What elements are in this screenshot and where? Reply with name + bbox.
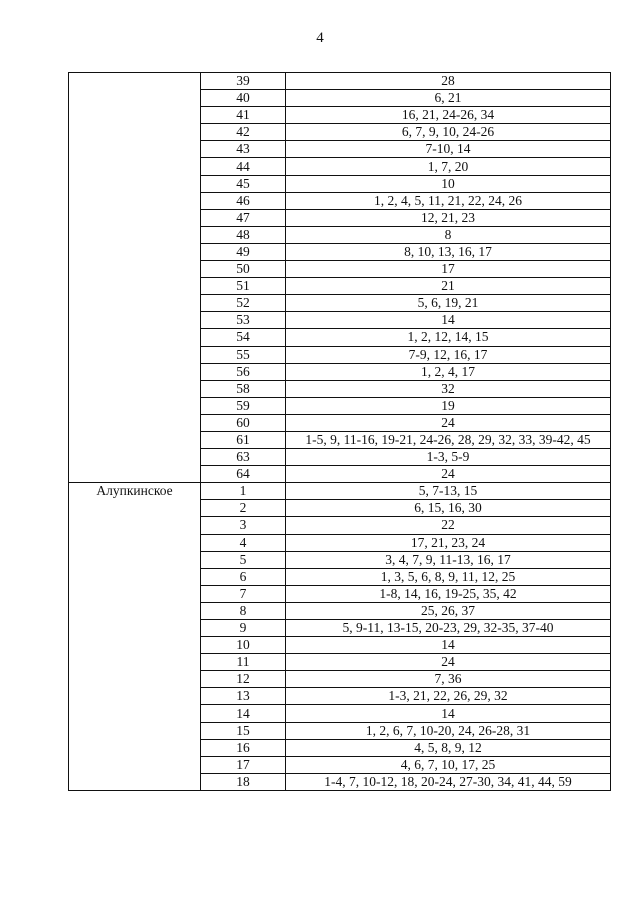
quarter-number-cell: 18 xyxy=(201,773,286,790)
quarter-number-cell: 1 xyxy=(201,483,286,500)
plots-list-cell: 12, 21, 23 xyxy=(286,209,611,226)
quarter-number-cell: 60 xyxy=(201,414,286,431)
plots-list-cell: 1-3, 21, 22, 26, 29, 32 xyxy=(286,688,611,705)
quarter-number-cell: 58 xyxy=(201,380,286,397)
plots-list-cell: 14 xyxy=(286,312,611,329)
plots-list-cell: 7-9, 12, 16, 17 xyxy=(286,346,611,363)
quarter-number-cell: 39 xyxy=(201,73,286,90)
quarter-number-cell: 44 xyxy=(201,158,286,175)
quarter-number-cell: 45 xyxy=(201,175,286,192)
quarter-number-cell: 8 xyxy=(201,602,286,619)
plots-list-cell: 1-3, 5-9 xyxy=(286,449,611,466)
quarter-number-cell: 6 xyxy=(201,568,286,585)
quarter-number-cell: 54 xyxy=(201,329,286,346)
plots-list-cell: 8, 10, 13, 16, 17 xyxy=(286,243,611,260)
quarter-number-cell: 56 xyxy=(201,363,286,380)
quarter-number-cell: 64 xyxy=(201,466,286,483)
plots-list-cell: 1-4, 7, 10-12, 18, 20-24, 27-30, 34, 41, 44, 59 xyxy=(286,773,611,790)
quarter-number-cell: 55 xyxy=(201,346,286,363)
plots-list-cell: 21 xyxy=(286,278,611,295)
district-name: Алупкинское xyxy=(96,483,173,499)
quarter-number-cell: 13 xyxy=(201,688,286,705)
quarter-number-cell: 11 xyxy=(201,654,286,671)
plots-list-cell: 25, 26, 37 xyxy=(286,602,611,619)
quarter-number-cell: 42 xyxy=(201,124,286,141)
plots-list-cell: 6, 15, 16, 30 xyxy=(286,500,611,517)
page-number: 4 xyxy=(316,30,324,46)
plots-list-cell: 1, 3, 5, 6, 8, 9, 11, 12, 25 xyxy=(286,568,611,585)
plots-list-cell: 4, 5, 8, 9, 12 xyxy=(286,739,611,756)
plots-list-cell: 32 xyxy=(286,380,611,397)
quarter-number-cell: 61 xyxy=(201,431,286,448)
district-cell xyxy=(69,73,201,483)
plots-list-cell: 10 xyxy=(286,175,611,192)
plots-list-cell: 1, 2, 12, 14, 15 xyxy=(286,329,611,346)
quarter-number-cell: 3 xyxy=(201,517,286,534)
quarter-number-cell: 63 xyxy=(201,449,286,466)
quarter-number-cell: 41 xyxy=(201,107,286,124)
plots-list-cell: 1-5, 9, 11-16, 19-21, 24-26, 28, 29, 32, 33, 39-42, 45 xyxy=(286,431,611,448)
quarter-number-cell: 14 xyxy=(201,705,286,722)
quarter-number-cell: 47 xyxy=(201,209,286,226)
quarter-number-cell: 2 xyxy=(201,500,286,517)
quarter-number-cell: 51 xyxy=(201,278,286,295)
table-body xyxy=(69,73,611,791)
plots-list-cell: 7-10, 14 xyxy=(286,141,611,158)
quarter-number-cell: 17 xyxy=(201,756,286,773)
plots-list-cell: 17, 21, 23, 24 xyxy=(286,534,611,551)
plots-list-cell: 5, 9-11, 13-15, 20-23, 29, 32-35, 37-40 xyxy=(286,620,611,637)
quarter-number-cell: 12 xyxy=(201,671,286,688)
quarter-number-cell: 5 xyxy=(201,551,286,568)
plots-list-cell: 8 xyxy=(286,226,611,243)
quarter-number-cell: 59 xyxy=(201,397,286,414)
quarter-number-cell: 43 xyxy=(201,141,286,158)
plots-list-cell: 22 xyxy=(286,517,611,534)
quarter-number-cell: 9 xyxy=(201,620,286,637)
quarter-number-cell: 52 xyxy=(201,295,286,312)
plots-list-cell: 17 xyxy=(286,261,611,278)
plots-list-cell: 6, 7, 9, 10, 24-26 xyxy=(286,124,611,141)
quarter-number-cell: 15 xyxy=(201,722,286,739)
quarter-number-cell: 49 xyxy=(201,243,286,260)
plots-list-cell: 1, 7, 20 xyxy=(286,158,611,175)
plots-list-cell: 3, 4, 7, 9, 11-13, 16, 17 xyxy=(286,551,611,568)
plots-list-cell: 24 xyxy=(286,466,611,483)
plots-list-cell: 28 xyxy=(286,73,611,90)
plots-list-cell: 1, 2, 6, 7, 10-20, 24, 26-28, 31 xyxy=(286,722,611,739)
district-cell xyxy=(69,483,201,791)
forest-quarters-table xyxy=(68,72,611,791)
quarter-number-cell: 7 xyxy=(201,585,286,602)
quarter-number-cell: 4 xyxy=(201,534,286,551)
plots-list-cell: 1-8, 14, 16, 19-25, 35, 42 xyxy=(286,585,611,602)
quarter-number-cell: 48 xyxy=(201,226,286,243)
quarter-number-cell: 16 xyxy=(201,739,286,756)
quarter-number-cell: 53 xyxy=(201,312,286,329)
quarter-number-cell: 46 xyxy=(201,192,286,209)
plots-list-cell: 5, 7-13, 15 xyxy=(286,483,611,500)
quarter-number-cell: 40 xyxy=(201,90,286,107)
plots-list-cell: 24 xyxy=(286,654,611,671)
table-row xyxy=(69,483,611,500)
plots-list-cell: 1, 2, 4, 5, 11, 21, 22, 24, 26 xyxy=(286,192,611,209)
plots-list-cell: 1, 2, 4, 17 xyxy=(286,363,611,380)
plots-list-cell: 4, 6, 7, 10, 17, 25 xyxy=(286,756,611,773)
plots-list-cell: 5, 6, 19, 21 xyxy=(286,295,611,312)
plots-list-cell: 14 xyxy=(286,637,611,654)
plots-list-cell: 24 xyxy=(286,414,611,431)
quarter-number-cell: 50 xyxy=(201,261,286,278)
plots-list-cell: 6, 21 xyxy=(286,90,611,107)
plots-list-cell: 7, 36 xyxy=(286,671,611,688)
quarter-number-cell: 10 xyxy=(201,637,286,654)
plots-list-cell: 19 xyxy=(286,397,611,414)
plots-list-cell: 14 xyxy=(286,705,611,722)
plots-list-cell: 16, 21, 24-26, 34 xyxy=(286,107,611,124)
table-row xyxy=(69,73,611,90)
